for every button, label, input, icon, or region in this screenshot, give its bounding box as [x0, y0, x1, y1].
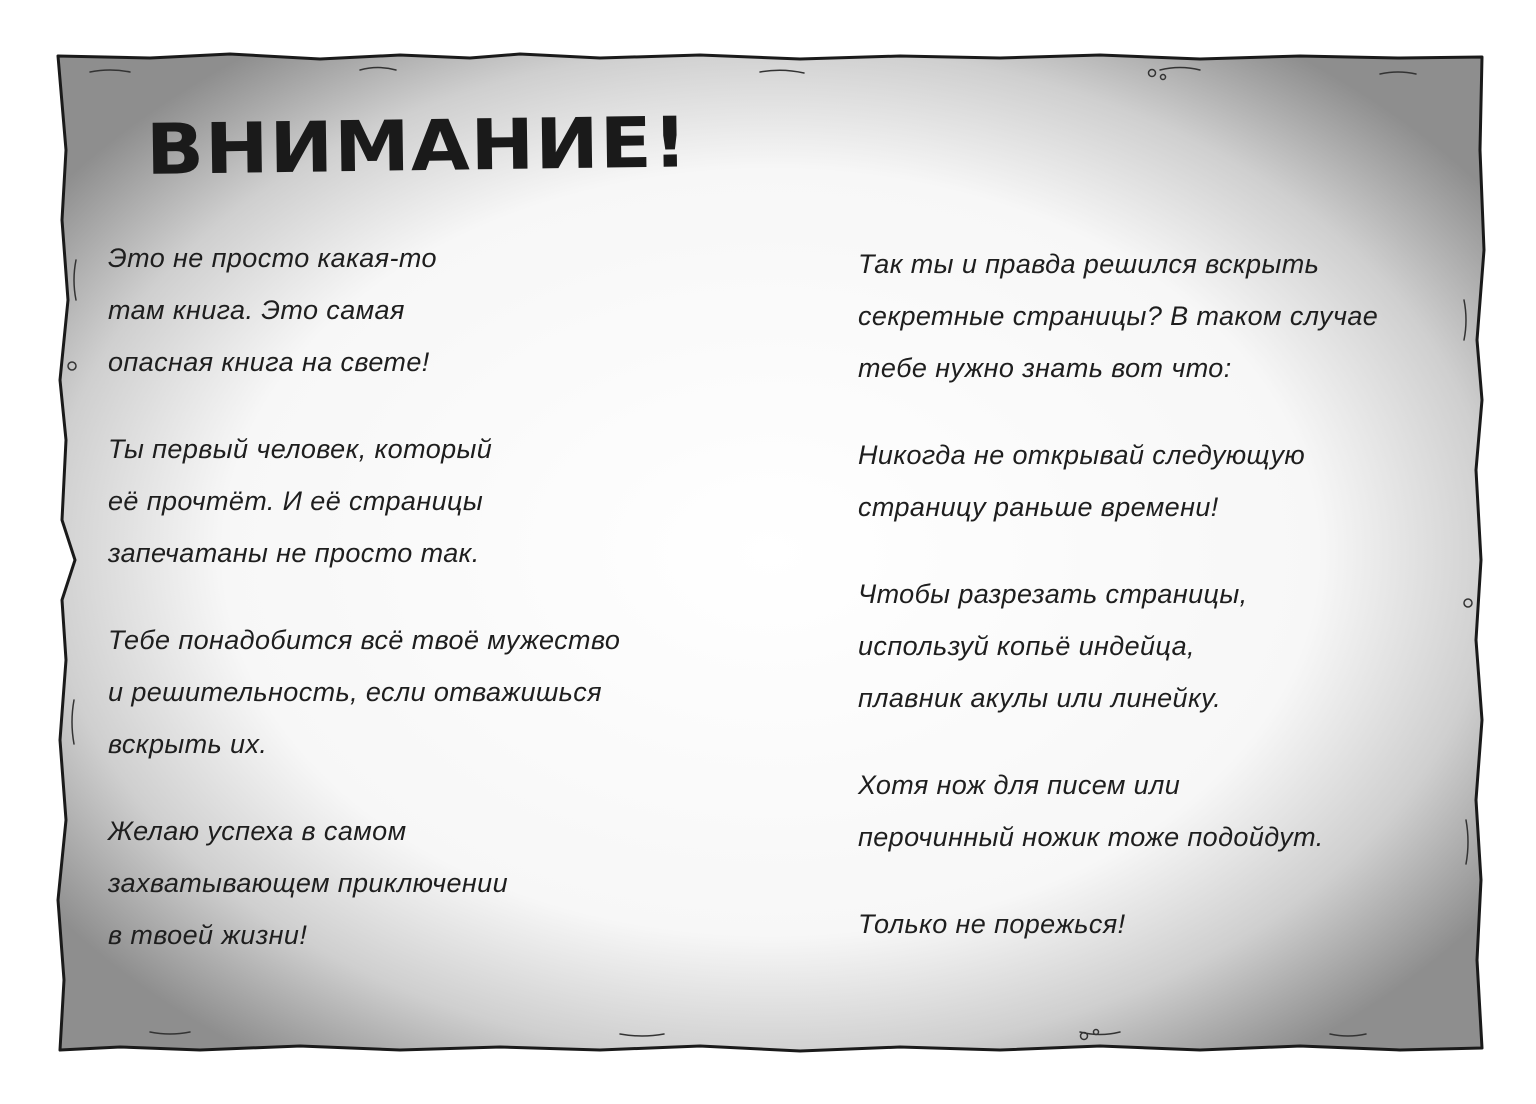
text-line: Тебе понадобится всё твоё мужество [108, 625, 621, 655]
paragraph [108, 423, 668, 579]
left-column [108, 232, 668, 961]
text-line: Так ты и правда решился вскрыть [858, 249, 1320, 279]
right-column [858, 238, 1458, 950]
paragraph [858, 429, 1458, 533]
text-line: Ты первый человек, который [108, 434, 493, 464]
text-line: тебе нужно знать вот что: [858, 353, 1232, 383]
text-line: Чтобы разрезать страницы, [858, 579, 1248, 609]
paragraph [858, 568, 1458, 724]
text-line: используй копьё индейца, [858, 631, 1195, 661]
paragraph [858, 759, 1458, 863]
text-line: Никогда не открывай следующую [858, 440, 1306, 470]
text-line: Хотя нож для писем или [858, 770, 1181, 800]
text-line: захватывающем приключении [108, 868, 508, 898]
text-line: Желаю успеха в самом [108, 816, 407, 846]
paragraph [858, 238, 1458, 394]
text-line: в твоей жизни! [108, 920, 308, 950]
text-line: вскрыть их. [108, 729, 268, 759]
text-line: опасная книга на свете! [108, 347, 430, 377]
text-line: секретные страницы? В таком случае [858, 301, 1379, 331]
text-line: и решительность, если отважишься [108, 677, 602, 707]
text-line: Это не просто какая-то [108, 243, 437, 273]
paragraph [108, 805, 668, 961]
text-line: перочинный ножик тоже подойдут. [858, 822, 1324, 852]
text-line: её прочтёт. И её страницы [108, 486, 484, 516]
text-line: Только не порежься! [858, 909, 1126, 939]
text-line: запечатаны не просто так. [108, 538, 480, 568]
text-line: страницу раньше времени! [858, 492, 1219, 522]
text-line: там книга. Это самая [108, 295, 405, 325]
paragraph [108, 232, 668, 388]
paragraph [108, 614, 668, 770]
paragraph [858, 898, 1458, 950]
page-title: ВНИМАНИЕ! [145, 101, 689, 191]
text-line: плавник акулы или линейку. [858, 683, 1222, 713]
